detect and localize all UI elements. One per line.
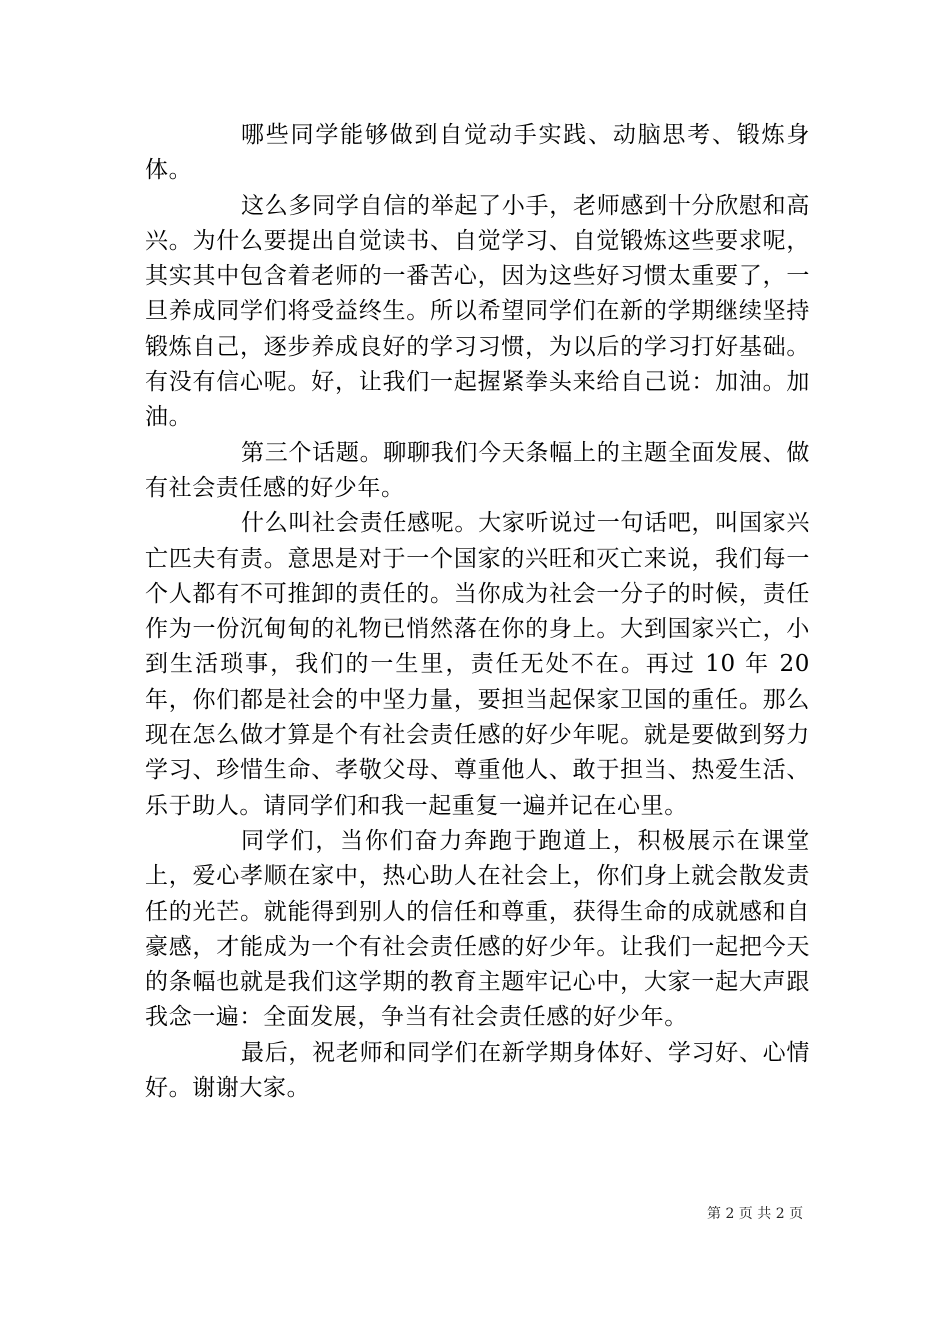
paragraph-6: 最后，祝老师和同学们在新学期身体好、学习好、心情好。谢谢大家。 [145,1039,810,1102]
paragraph-3: 第三个话题。聊聊我们今天条幅上的主题全面发展、做有社会责任感的好少年。 [145,439,810,501]
document-body [145,118,810,1106]
paragraph-5: 同学们，当你们奋力奔跑于跑道上，积极展示在课堂上，爱心孝顺在家中，热心助人在社会上，你们身上就会散发责任的光芒。就能得到别人的信任和尊重，获得生命的成就感和自豪感，才能成为一个有社会责任感的好少年。让我们一起把今天的条幅也就是我们这学期的教育主题牢记心中，大家一起大声跟我念一遍：全面发展，争当有社会责任感的好少年。 [145,827,810,1031]
page-number-footer: 第 2 页 共 2 页 [707,1206,804,1222]
paragraph-4: 什么叫社会责任感呢。大家听说过一句话吧，叫国家兴亡匹夫有责。意思是对于一个国家的兴旺和灭亡来说，我们每一个人都有不可推卸的责任的。当你成为社会一分子的时候，责任作为一份沉甸甸的礼物已悄然落在你的身上。大到国家兴亡，小到生活琐事，我们的一生里，责任无处不在。再过 10 年 20 年，你们都是社会的中坚力量，要担当起保家卫国的重任。那么现在怎么做才算是个有社会责任感的好少年呢。就是要做到努力学习、珍惜生命、孝敬父母、尊重他人、敢于担当、热爱生活、乐于助人。请同学们和我一起重复一遍并记在心里。 [145,510,810,819]
paragraph-2: 这么多同学自信的举起了小手，老师感到十分欣慰和高兴。为什么要提出自觉读书、自觉学习、自觉锻炼这些要求呢，其实其中包含着老师的一番苦心，因为这些好习惯太重要了，一旦养成同学们将受益终生。所以希望同学们在新的学期继续坚持锻炼自己，逐步养成良好的学习习惯，为以后的学习打好基础。有没有信心呢。好，让我们一起握紧拳头来给自己说：加油。加油。 [145,192,810,431]
paragraph-1: 哪些同学能够做到自觉动手实践、动脑思考、锻炼身体。 [145,122,810,184]
